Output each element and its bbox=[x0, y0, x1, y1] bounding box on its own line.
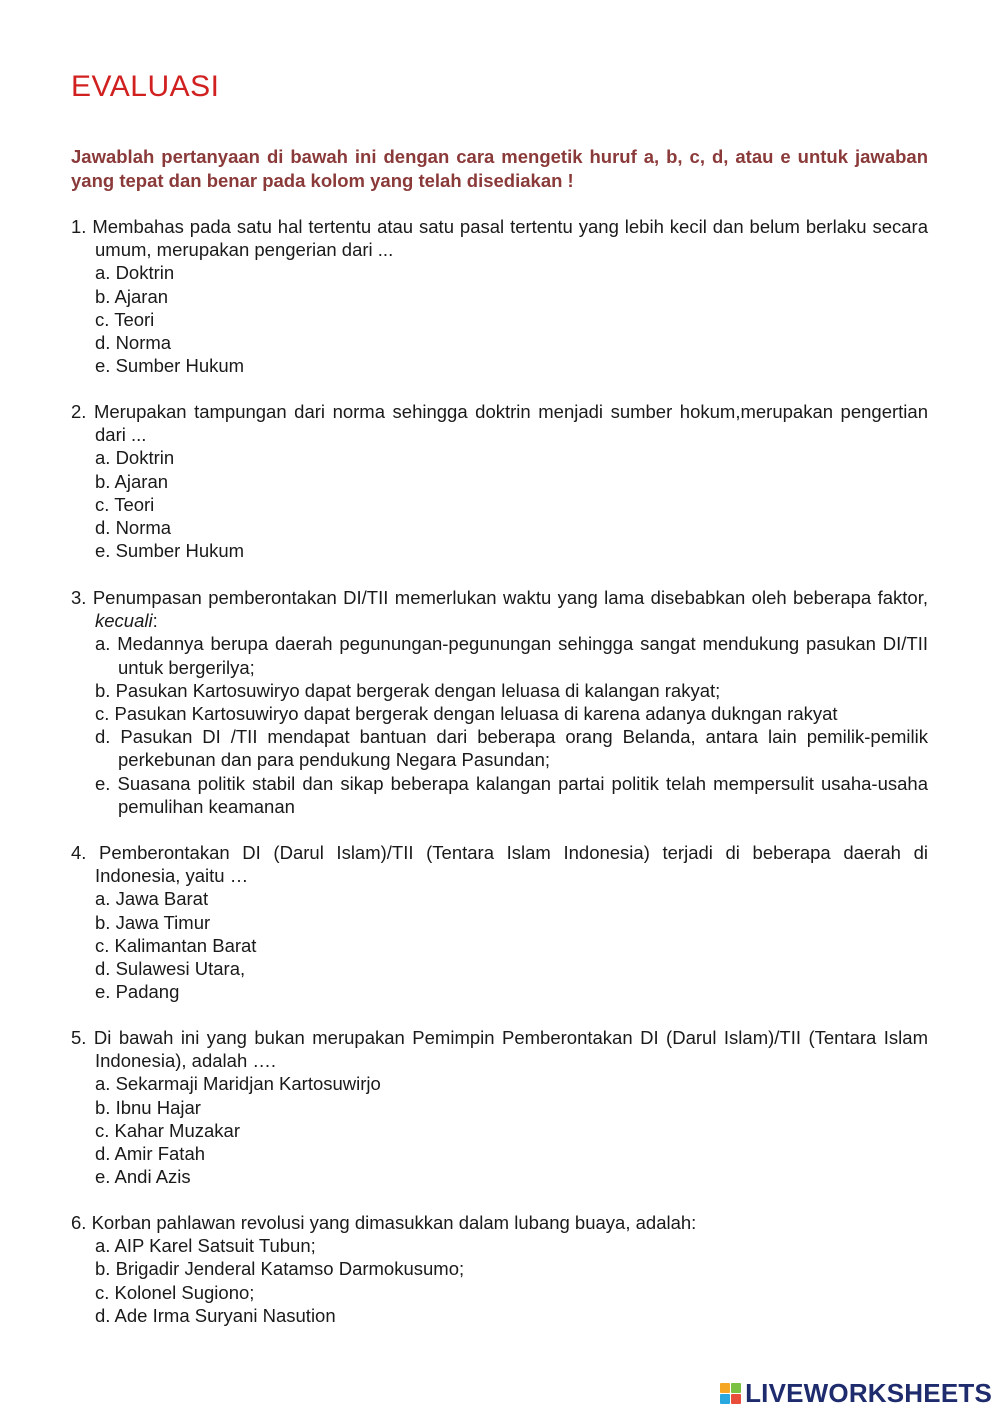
option-d: d. Norma bbox=[95, 517, 172, 539]
option-e: e. Padang bbox=[95, 981, 180, 1003]
option-a: a. Sekarmaji Maridjan Kartosuwirjo bbox=[95, 1073, 381, 1095]
option-a: a. Medannya berupa daerah pegunungan-pegunungan sehingga sangat mendukung pasukan DI/TII untuk bergerilya; bbox=[95, 633, 928, 678]
option-e: e. Andi Azis bbox=[95, 1166, 191, 1188]
option-a: a. Doktrin bbox=[95, 447, 175, 469]
logo-square-icon bbox=[731, 1383, 741, 1393]
option-d: d. Ade Irma Suryani Nasution bbox=[95, 1304, 336, 1326]
brand-name: LIVEWORKSHEETS bbox=[745, 1377, 992, 1408]
question-text bbox=[71, 586, 928, 632]
options-list bbox=[71, 446, 928, 562]
option-b: b. Ibnu Hajar bbox=[95, 1096, 201, 1118]
logo-square-icon bbox=[720, 1383, 730, 1393]
question-text-emphasis: kecuali bbox=[95, 610, 153, 632]
question-text: 4. Pemberontakan DI (Darul Islam)/TII (Tentara Islam Indonesia) terjadi di beberapa daerah di Indonesia, yaitu … bbox=[71, 842, 928, 887]
question-4 bbox=[71, 841, 928, 1003]
option-c: c. Teori bbox=[95, 493, 155, 515]
option-d: d. Sulawesi Utara, bbox=[95, 958, 246, 980]
option-b: b. Jawa Timur bbox=[95, 911, 211, 933]
options-list bbox=[71, 632, 928, 818]
instruction-text: Jawablah pertanyaan di bawah ini dengan cara mengetik huruf a, b, c, d, atau e untuk jawaban yang tepat dan benar pada kolom yang telah disediakan ! bbox=[71, 146, 928, 191]
option-e: e. Sumber Hukum bbox=[95, 355, 245, 377]
option-a: a. AIP Karel Satsuit Tubun; bbox=[95, 1235, 316, 1257]
question-text: 6. Korban pahlawan revolusi yang dimasukkan dalam lubang buaya, adalah: bbox=[71, 1212, 697, 1233]
question-text-end: : bbox=[152, 610, 158, 632]
option-b: b. Pasukan Kartosuwiryo dapat bergerak dengan leluasa di kalangan rakyat; bbox=[95, 679, 721, 701]
option-c: c. Teori bbox=[95, 308, 155, 330]
option-b: b. Ajaran bbox=[95, 470, 169, 492]
options-list bbox=[71, 887, 928, 1003]
option-c: c. Kalimantan Barat bbox=[95, 934, 257, 956]
options-list bbox=[71, 1234, 928, 1327]
option-a: a. Doktrin bbox=[95, 262, 175, 284]
option-e: e. Suasana politik stabil dan sikap beberapa kalangan partai politik telah mempersulit usaha-usaha pemulihan keamanan bbox=[95, 772, 928, 817]
question-3 bbox=[71, 586, 928, 818]
options-list bbox=[71, 1072, 928, 1188]
option-c: c. Kahar Muzakar bbox=[95, 1119, 240, 1141]
option-d: d. Pasukan DI /TII mendapat bantuan dari beberapa orang Belanda, antara lain pemilik-pemilik perkebunan dan para pendukung Negara Pasundan; bbox=[95, 726, 928, 771]
option-a: a. Jawa Barat bbox=[95, 888, 209, 910]
logo-square-icon bbox=[731, 1394, 741, 1404]
logo-mark-icon bbox=[720, 1383, 741, 1404]
options-list bbox=[71, 261, 928, 377]
option-b: b. Brigadir Jenderal Katamso Darmokusumo; bbox=[95, 1258, 465, 1280]
option-c: c. Pasukan Kartosuwiryo dapat bergerak dengan leluasa di karena adanya dukngan rakyat bbox=[95, 703, 838, 725]
question-1 bbox=[71, 215, 928, 377]
question-6 bbox=[71, 1211, 928, 1327]
question-text: 5. Di bawah ini yang bukan merupakan Pemimpin Pemberontakan DI (Darul Islam)/TII (Tentara Islam Indonesia), adalah …. bbox=[71, 1027, 928, 1072]
option-c: c. Kolonel Sugiono; bbox=[95, 1281, 255, 1303]
option-e: e. Sumber Hukum bbox=[95, 540, 245, 562]
question-text: 2. Merupakan tampungan dari norma sehingga doktrin menjadi sumber hokum,merupakan pengertian dari ... bbox=[71, 401, 928, 446]
option-d: d. Norma bbox=[95, 332, 172, 354]
liveworksheets-logo bbox=[720, 1378, 992, 1408]
question-2 bbox=[71, 400, 928, 562]
question-text: 1. Membahas pada satu hal tertentu atau satu pasal tertentu yang lebih kecil dan belum berlaku secara umum, merupakan pengerian dari ... bbox=[71, 216, 928, 261]
question-text-main: 3. Penumpasan pemberontakan DI/TII memerlukan waktu yang lama disebabkan oleh beberapa faktor, bbox=[71, 587, 928, 608]
option-b: b. Ajaran bbox=[95, 285, 169, 307]
question-5 bbox=[71, 1026, 928, 1188]
option-d: d. Amir Fatah bbox=[95, 1143, 206, 1165]
page-title: EVALUASI bbox=[71, 70, 220, 103]
logo-square-icon bbox=[720, 1394, 730, 1404]
